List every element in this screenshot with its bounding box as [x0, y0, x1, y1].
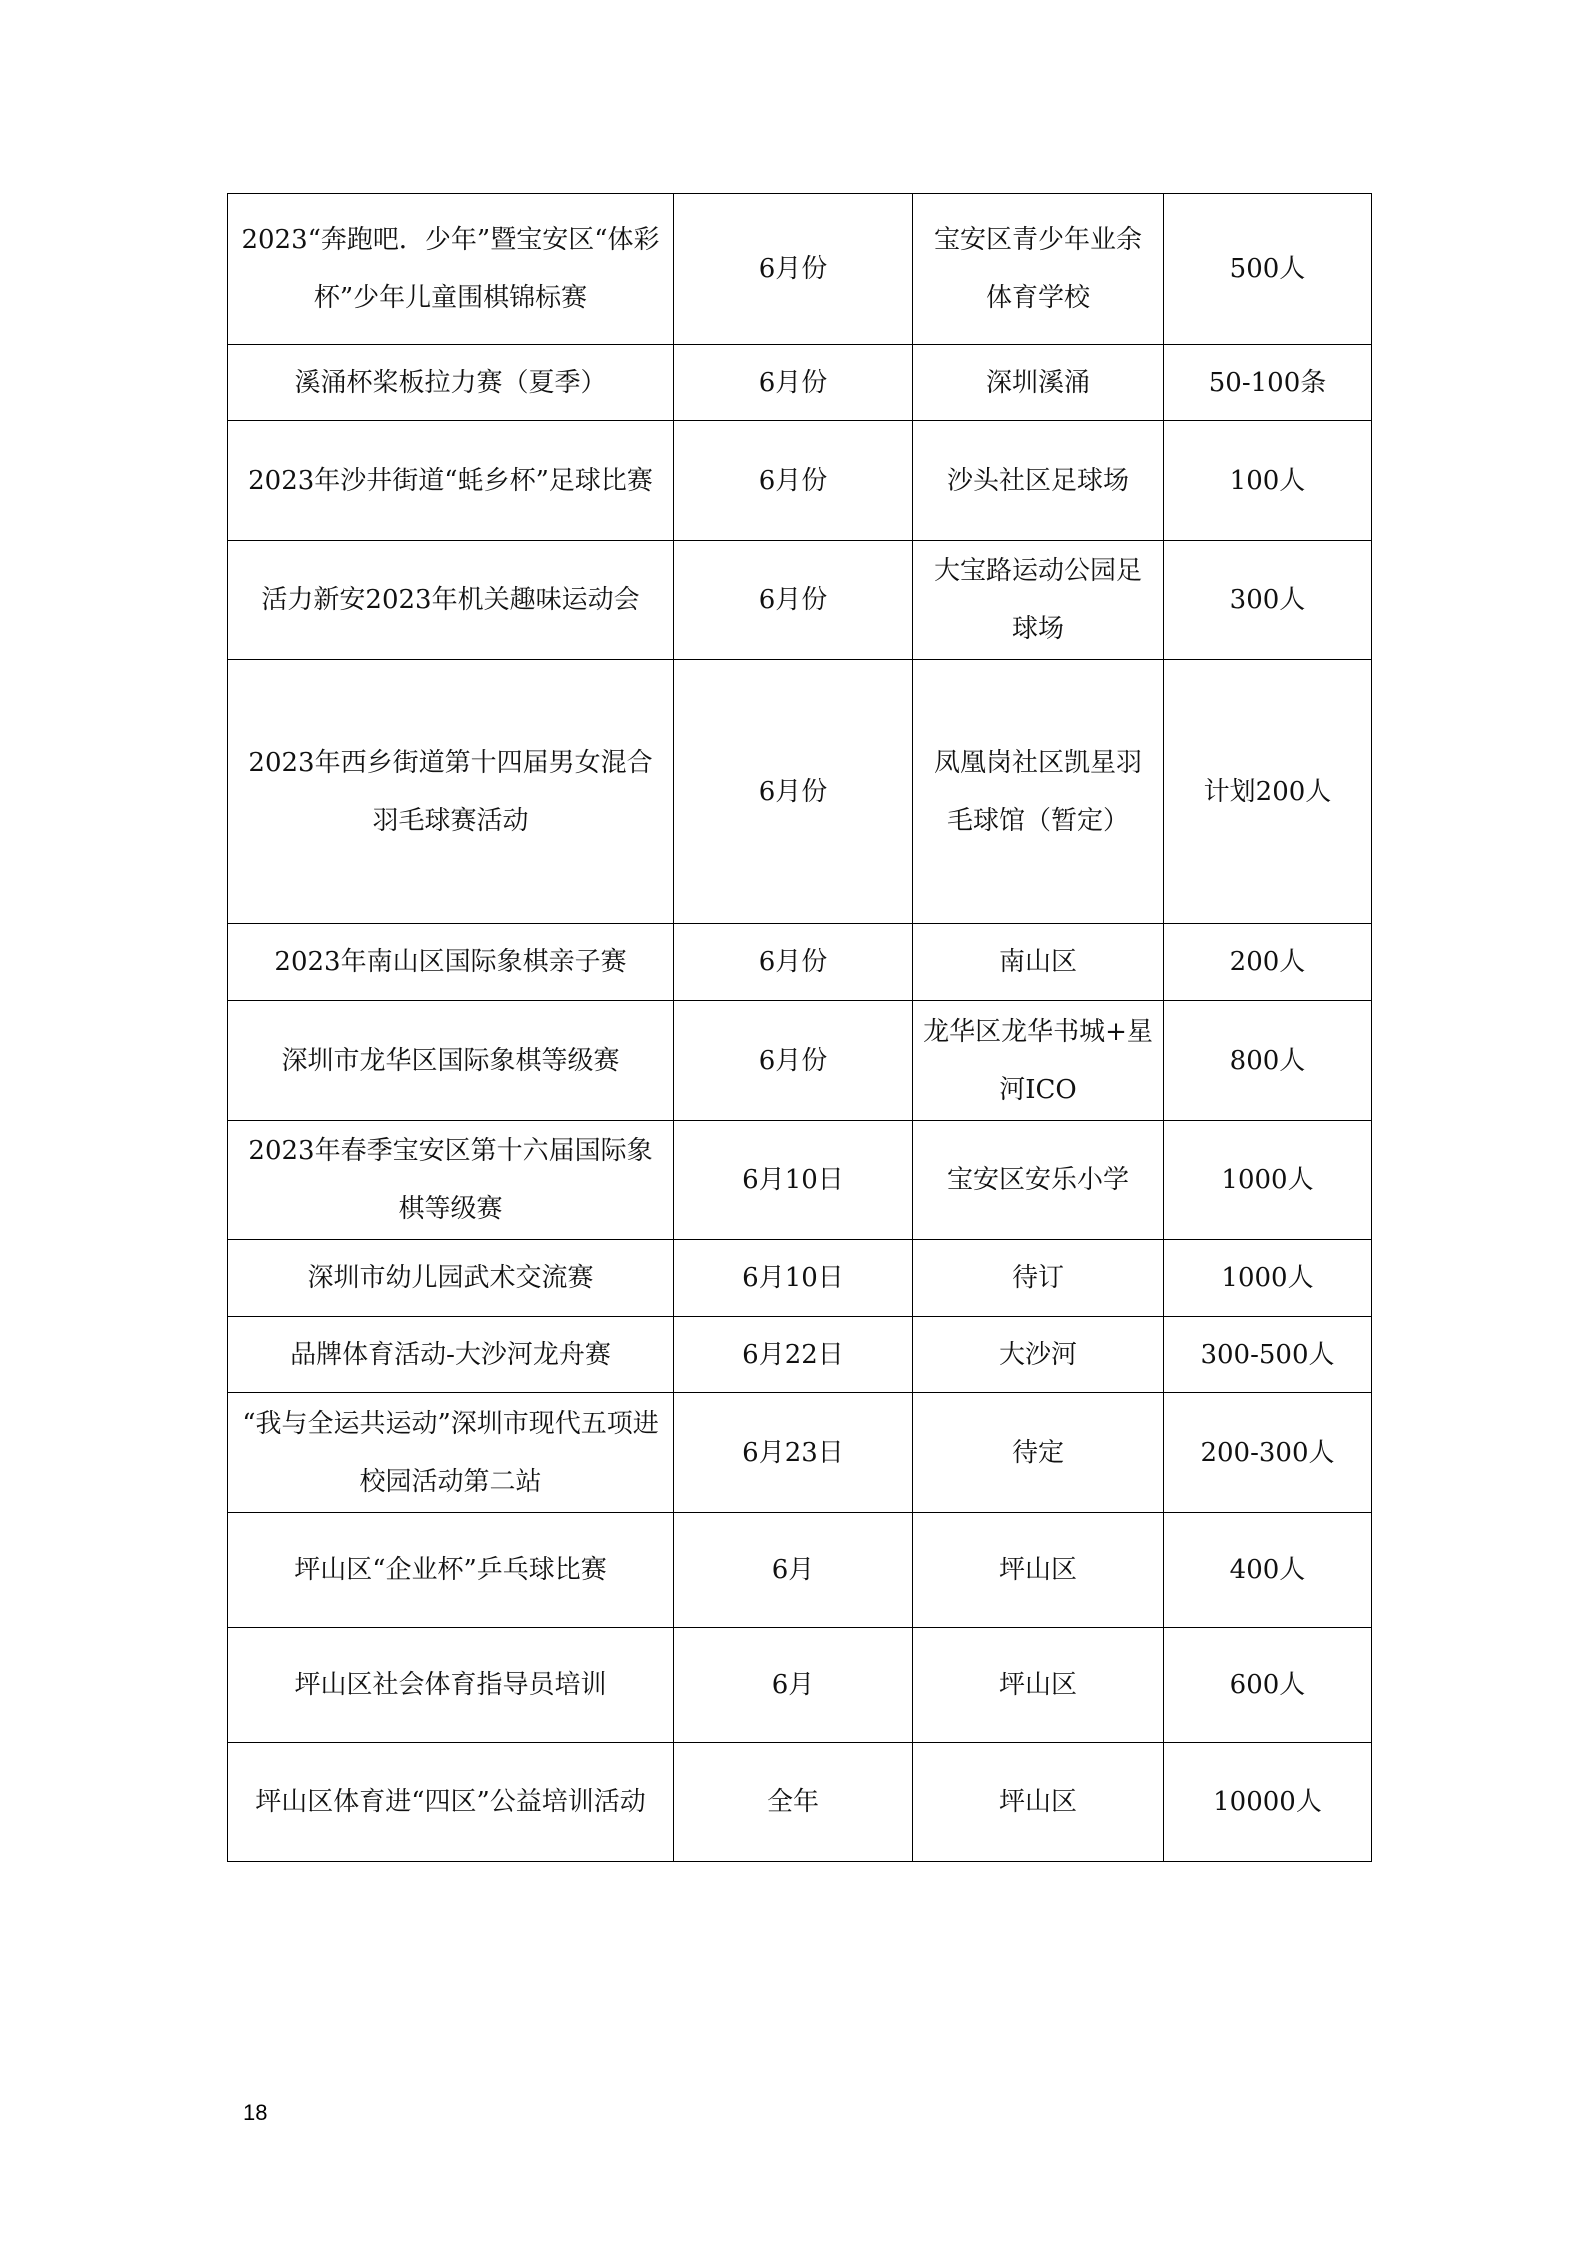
event-name-cell: 品牌体育活动-大沙河龙舟赛 [228, 1317, 674, 1393]
event-time-cell: 6月10日 [674, 1240, 913, 1317]
table-row [228, 194, 1372, 345]
event-scale-cell: 1000人 [1164, 1121, 1372, 1240]
table-row [228, 541, 1372, 660]
event-name-cell: 2023年西乡街道第十四届男女混合羽毛球赛活动 [228, 660, 674, 924]
event-place-cell: 大宝路运动公园足球场 [913, 541, 1164, 660]
event-place-cell: 大沙河 [913, 1317, 1164, 1393]
event-place-cell: 深圳溪涌 [913, 345, 1164, 421]
event-name-cell: 深圳市幼儿园武术交流赛 [228, 1240, 674, 1317]
event-scale-cell: 400人 [1164, 1513, 1372, 1628]
event-name-cell: 深圳市龙华区国际象棋等级赛 [228, 1001, 674, 1121]
page-number: 18 [243, 2100, 268, 2125]
event-name-cell: 2023“奔跑吧．少年”暨宝安区“体彩杯”少年儿童围棋锦标赛 [228, 194, 674, 345]
event-time-cell: 6月10日 [674, 1121, 913, 1240]
event-name-cell: 活力新安2023年机关趣味运动会 [228, 541, 674, 660]
event-scale-cell: 600人 [1164, 1628, 1372, 1743]
table-row [228, 1121, 1372, 1240]
event-scale-cell: 50-100条 [1164, 345, 1372, 421]
table-row [228, 1628, 1372, 1743]
table-row [228, 1001, 1372, 1121]
table-row [228, 924, 1372, 1001]
event-time-cell: 6月份 [674, 194, 913, 345]
event-scale-cell: 10000人 [1164, 1743, 1372, 1862]
event-place-cell: 坪山区 [913, 1743, 1164, 1862]
event-time-cell: 6月22日 [674, 1317, 913, 1393]
event-time-cell: 全年 [674, 1743, 913, 1862]
table-row [228, 660, 1372, 924]
event-place-cell: 坪山区 [913, 1628, 1164, 1743]
event-time-cell: 6月份 [674, 421, 913, 541]
event-place-cell: 龙华区龙华书城+星河ICO [913, 1001, 1164, 1121]
event-time-cell: 6月份 [674, 345, 913, 421]
event-name-cell: “我与全运共运动”深圳市现代五项进校园活动第二站 [228, 1393, 674, 1513]
event-place-cell: 凤凰岗社区凯星羽毛球馆（暂定） [913, 660, 1164, 924]
event-scale-cell: 1000人 [1164, 1240, 1372, 1317]
event-name-cell: 2023年南山区国际象棋亲子赛 [228, 924, 674, 1001]
table-row [228, 421, 1372, 541]
table-row [228, 1393, 1372, 1513]
event-place-cell: 坪山区 [913, 1513, 1164, 1628]
event-scale-cell: 800人 [1164, 1001, 1372, 1121]
event-name-cell: 坪山区体育进“四区”公益培训活动 [228, 1743, 674, 1862]
event-name-cell: 2023年沙井街道“蚝乡杯”足球比赛 [228, 421, 674, 541]
event-time-cell: 6月份 [674, 924, 913, 1001]
event-scale-cell: 300-500人 [1164, 1317, 1372, 1393]
event-place-cell: 待订 [913, 1240, 1164, 1317]
event-scale-cell: 计划200人 [1164, 660, 1372, 924]
table-row [228, 1743, 1372, 1862]
event-time-cell: 6月份 [674, 660, 913, 924]
event-scale-cell: 300人 [1164, 541, 1372, 660]
event-place-cell: 宝安区安乐小学 [913, 1121, 1164, 1240]
table-row [228, 345, 1372, 421]
event-name-cell: 坪山区“企业杯”乒乓球比赛 [228, 1513, 674, 1628]
event-place-cell: 待定 [913, 1393, 1164, 1513]
event-name-cell: 溪涌杯桨板拉力赛（夏季） [228, 345, 674, 421]
event-time-cell: 6月份 [674, 1001, 913, 1121]
event-scale-cell: 200人 [1164, 924, 1372, 1001]
event-name-cell: 坪山区社会体育指导员培训 [228, 1628, 674, 1743]
table-row [228, 1240, 1372, 1317]
event-scale-cell: 500人 [1164, 194, 1372, 345]
table-row [228, 1513, 1372, 1628]
event-time-cell: 6月 [674, 1513, 913, 1628]
event-table [227, 193, 1372, 1862]
event-place-cell: 宝安区青少年业余体育学校 [913, 194, 1164, 345]
event-scale-cell: 100人 [1164, 421, 1372, 541]
table-row [228, 1317, 1372, 1393]
event-scale-cell: 200-300人 [1164, 1393, 1372, 1513]
event-place-cell: 沙头社区足球场 [913, 421, 1164, 541]
event-name-cell: 2023年春季宝安区第十六届国际象棋等级赛 [228, 1121, 674, 1240]
event-place-cell: 南山区 [913, 924, 1164, 1001]
event-time-cell: 6月23日 [674, 1393, 913, 1513]
event-time-cell: 6月 [674, 1628, 913, 1743]
event-time-cell: 6月份 [674, 541, 913, 660]
